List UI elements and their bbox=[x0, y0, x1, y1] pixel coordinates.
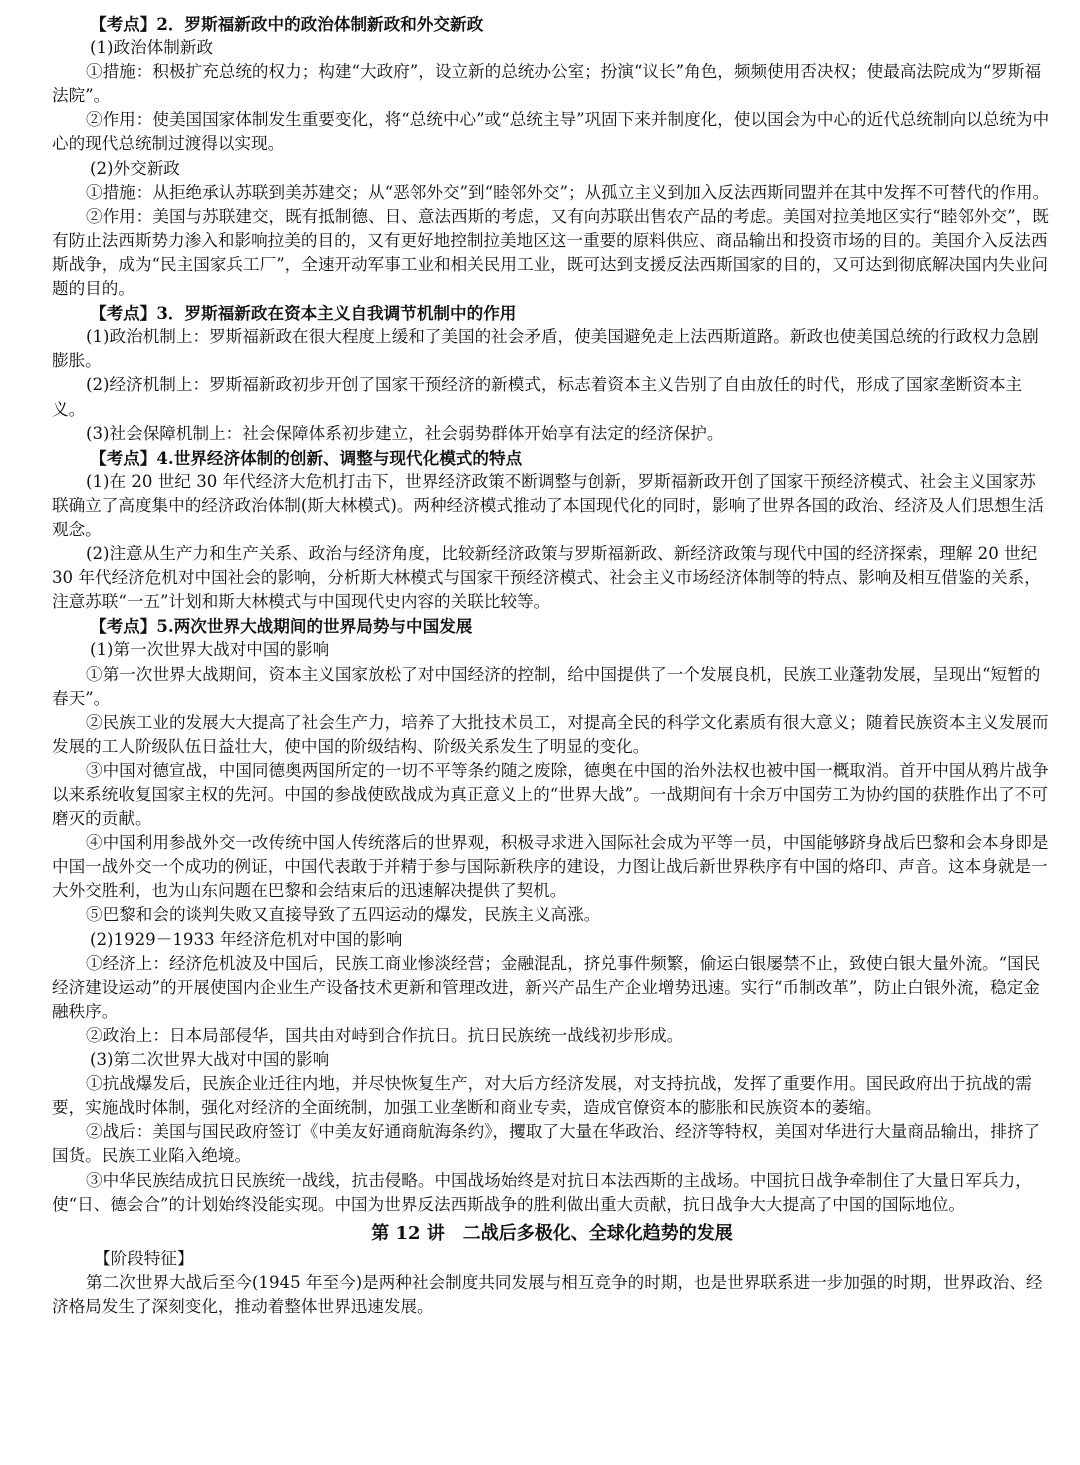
subheading-ww1: (1)第一次世界大战对中国的影响 bbox=[90, 640, 330, 660]
paragraph: (2)注意从生产力和生产关系、政治与经济角度，比较新经济政策与罗斯福新政、新经济政策与现代中国的经济探索，理解 20 世纪 30 年代经济危机对中国社会的影响，分析斯大林模式与国家干预经济模式、社会主义市场经济体制等的特点、影响及相互借鉴的关系，注意苏联“一五”计划和斯大林模式与中国现代史内容的关联比较等。 bbox=[52, 544, 1041, 612]
paragraph: ③中华民族结成抗日民族统一战线，抗击侵略。中国战场始终是对抗日本法西斯的主战场。中国抗日战争牵制住了大量日军兵力，使“日、德会合”的计划始终没能实现。中国为世界反法西斯战争的胜利做出重大贡献，抗日战争大大提高了中国的国际地位。 bbox=[52, 1170, 1032, 1214]
subheading-political-system: (1)政治体制新政 bbox=[90, 38, 214, 58]
subheading-diplomacy: (2)外交新政 bbox=[90, 158, 180, 178]
paragraph: ②政治上：日本局部侵华，国共由对峙到合作抗日。抗日民族统一战线初步形成。 bbox=[86, 1025, 684, 1045]
heading-kaodian-4: 【考点】4.世界经济体制的创新、调整与现代化模式的特点 bbox=[90, 447, 523, 468]
paragraph: ②战后：美国与国民政府签订《中美友好通商航海条约》，攫取了大量在华政治、经济等特权，美国对华进行大量商品输出，排挤了国货。民族工业陷入绝境。 bbox=[52, 1122, 1041, 1166]
paragraph: ④中国利用参战外交一改传统中国人传统落后的世界观，积极寻求进入国际社会成为平等一员，中国能够跻身战后巴黎和会本身即是中国一战外交一个成功的例证，中国代表敢于并精于参与国际新秩序的建设，力图让战后新世界秩序有中国的烙印、声音。这本身就是一大外交胜利，也为山东问题在巴黎和会结束后的迅速解决提供了契机。 bbox=[52, 833, 1049, 901]
paragraph: ①抗战爆发后，民族企业迁往内地，并尽快恢复生产，对大后方经济发展，对支持抗战，发挥了重要作用。国民政府出于抗战的需要，实施战时体制，强化对经济的全面统制，加强工业垄断和商业专卖，造成官僚资本的膨胀和民族资本的萎缩。 bbox=[52, 1074, 1032, 1118]
subheading-ww2: (3)第二次世界大战对中国的影响 bbox=[90, 1050, 330, 1070]
paragraph: ③中国对德宣战，中国同德奥两国所定的一切不平等条约随之废除，德奥在中国的治外法权也被中国一概取消。首开中国从鸦片战争以来系统收复国家主权的先河。中国的参战使欧战成为真正意义上的“世界大战”。一战期间有十余万中国劳工为协约国的获胜作出了不可磨灭的贡献。 bbox=[52, 760, 1049, 829]
heading-kaodian-5: 【考点】5.两次世界大战期间的世界局势与中国发展 bbox=[90, 616, 473, 637]
heading-kaodian-3: 【考点】3．罗斯福新政在资本主义自我调节机制中的作用 bbox=[90, 303, 517, 324]
paragraph: ②作用：使美国国家体制发生重要变化，将“总统中心”或“总统主导”巩固下来并制度化，使以国会为中心的近代总统制向以总统为中心的现代总统制过渡得以实现。 bbox=[52, 110, 1050, 154]
paragraph: ①第一次世界大战期间，资本主义国家放松了对中国经济的控制，给中国提供了一个发展良机，民族工业蓬勃发展，呈现出“短暂的春天”。 bbox=[52, 664, 1041, 708]
paragraph: (3)社会保障机制上：社会保障体系初步建立，社会弱势群体开始享有法定的经济保护。 bbox=[86, 423, 724, 443]
paragraph: ②民族工业的发展大大提高了社会生产力，培养了大批技术员工，对提高全民的科学文化素质有很大意义；随着民族资本主义发展而发展的工人阶级队伍日益壮大，使中国的阶级结构、阶级关系发生了明显的变化。 bbox=[52, 712, 1049, 756]
lecture-title: 第 12 讲 二战后多极化、全球化趋势的发展 bbox=[371, 1222, 733, 1244]
paragraph: 第二次世界大战后至今(1945 年至今)是两种社会制度共同发展与相互竞争的时期，也是世界联系进一步加强的时期，世界政治、经济格局发生了深刻变化，推动着整体世界迅速发展。 bbox=[52, 1272, 1043, 1316]
paragraph: ②作用：美国与苏联建交，既有抵制德、日、意法西斯的考虑，又有向苏联出售农产品的考虑。美国对拉美地区实行“睦邻外交”，既有防止法西斯势力渗入和影响拉美的目的，又有更好地控制拉美地区这一重要的原料供应、商品输出和投资市场的目的。美国介入反法西斯战争，成为“民主国家兵工厂”，全速开动军事工业和相关民用工业，既可达到支援反法西斯国家的目的，又可达到彻底解决国内失业问题的目的。 bbox=[52, 206, 1049, 299]
stage-label: 【阶段特征】 bbox=[94, 1248, 194, 1268]
paragraph: ①措施：积极扩充总统的权力；构建“大政府”，设立新的总统办公室；扮演“议长”角色，频频使用否决权；使最高法院成为“罗斯福法院”。 bbox=[52, 62, 1042, 106]
paragraph: (1)政治机制上：罗斯福新政在很大程度上缓和了美国的社会矛盾，使美国避免走上法西斯道路。新政也使美国总统的行政权力急剧膨胀。 bbox=[52, 327, 1039, 371]
paragraph: (1)在 20 世纪 30 年代经济大危机打击下，世界经济政策不断调整与创新，罗斯福新政开创了国家干预经济模式、社会主义国家苏联确立了高度集中的经济政治体制(斯大林模式)。两种经济模式推动了本国现代化的同时，影响了世界各国的政治、经济及人们思想生活观念。 bbox=[52, 471, 1044, 539]
subheading-crisis: (2)1929－1933 年经济危机对中国的影响 bbox=[90, 929, 403, 949]
paragraph: ①经济上：经济危机波及中国后，民族工商业惨淡经营；金融混乱，挤兑事件频繁，偷运白银屡禁不止，致使白银大量外流。“国民经济建设运动”的开展使国内企业生产设备技术更新和管理改进，新兴产品生产企业增势迅速。实行“币制改革”，防止白银外流，稳定金融秩序。 bbox=[52, 953, 1041, 1021]
paragraph: (2)经济机制上：罗斯福新政初步开创了国家干预经济的新模式，标志着资本主义告别了自由放任的时代，形成了国家垄断资本主义。 bbox=[52, 375, 1023, 419]
paragraph: ⑤巴黎和会的谈判失败又直接导致了五四运动的爆发，民族主义高涨。 bbox=[86, 905, 601, 925]
paragraph: ①措施：从拒绝承认苏联到美苏建交；从“恶邻外交”到“睦邻外交”；从孤立主义到加入反法西斯同盟并在其中发挥不可替代的作用。 bbox=[86, 182, 1050, 202]
heading-kaodian-2: 【考点】2．罗斯福新政中的政治体制新政和外交新政 bbox=[90, 14, 484, 34]
